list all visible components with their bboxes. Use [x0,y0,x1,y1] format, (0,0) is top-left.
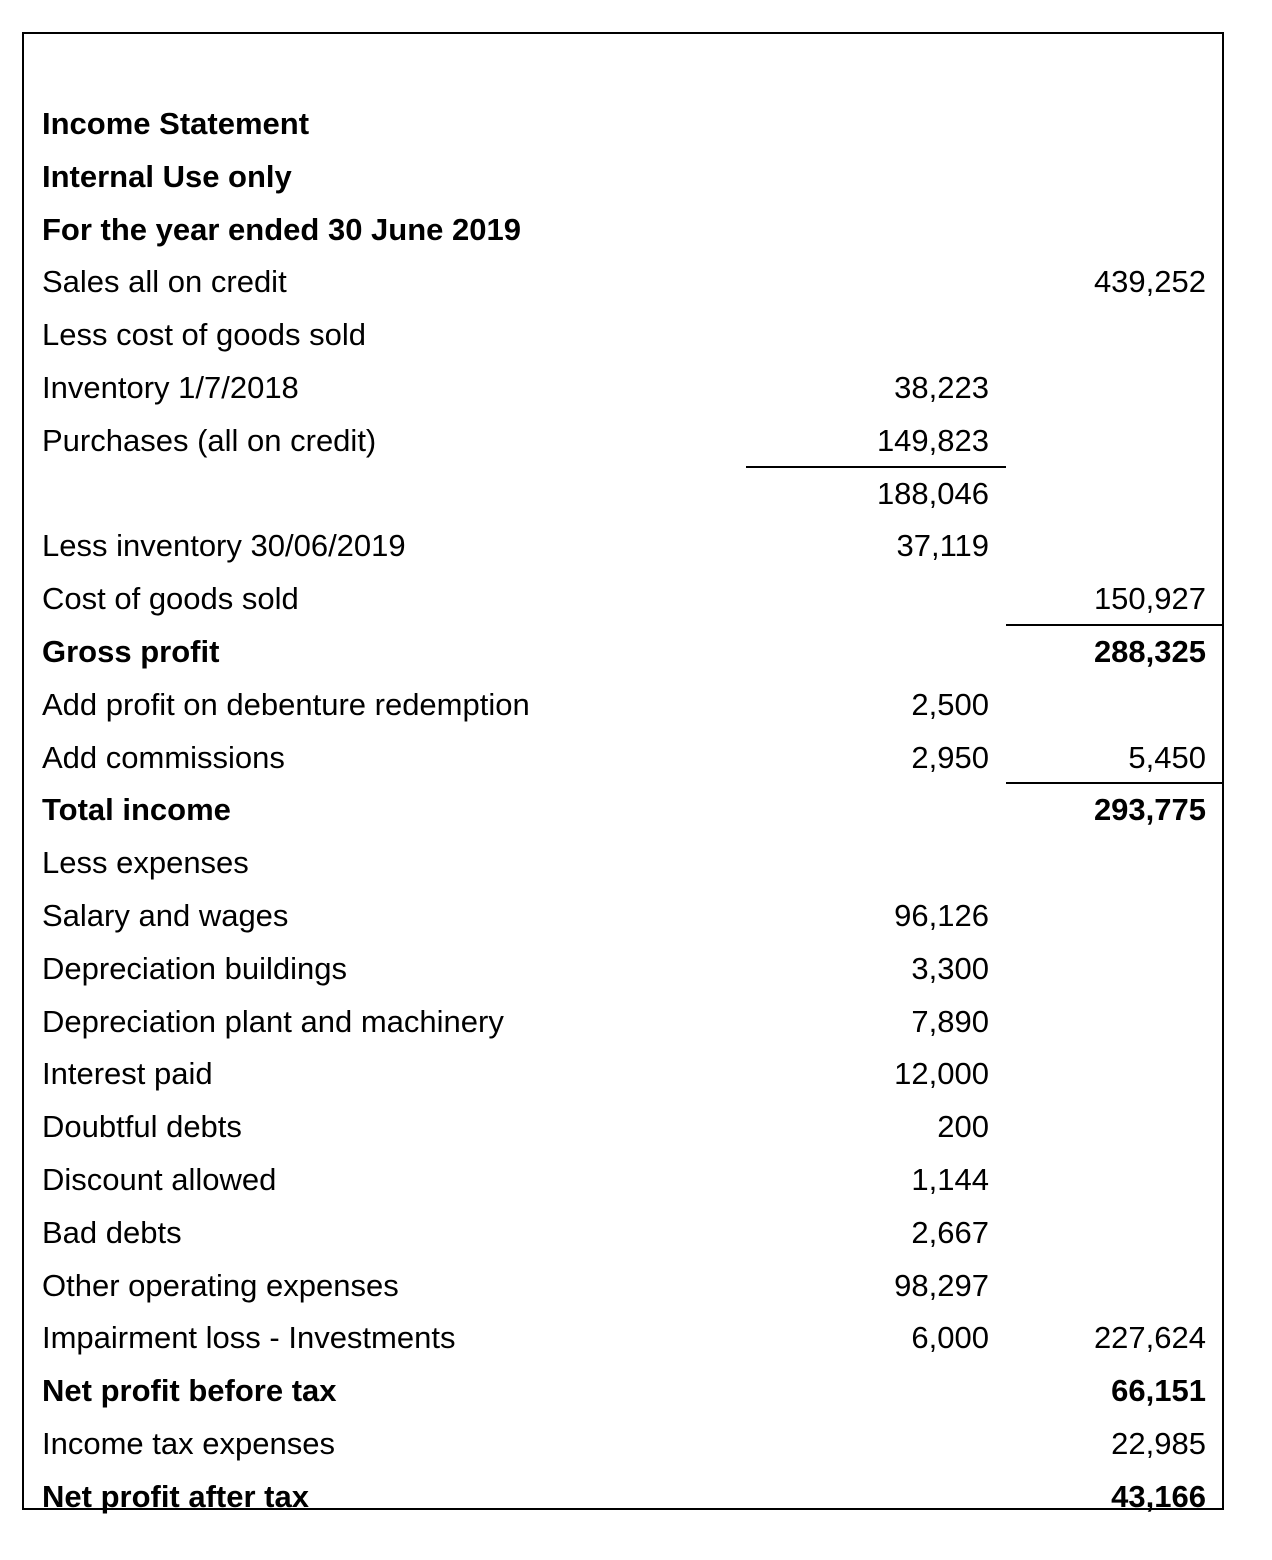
row-label: Net profit after tax [42,1478,309,1514]
row-less-expenses [24,837,1222,890]
row-detail-value: 188,046 [876,475,989,511]
row-impairment-loss [24,1312,1222,1365]
row-label: Impairment loss - Investments [42,1320,456,1356]
row-label: Depreciation buildings [42,950,348,986]
row-detail-value: 96,126 [894,897,989,933]
statement-title: Income Statement [42,106,310,141]
row-detail-value: 149,823 [746,415,1006,468]
row-label: Depreciation plant and machinery [42,1003,504,1039]
statement-title-row [24,98,1222,151]
row-label: Cost of goods sold [42,581,299,617]
row-label: Add commissions [42,739,285,775]
row-detail-value: 12,000 [894,1056,989,1092]
row-detail-value: 200 [937,1109,989,1145]
row-opening-inventory [24,362,1222,415]
row-label: Doubtful debts [42,1109,242,1145]
row-closing-inventory [24,520,1222,573]
row-label: Gross profit [42,633,220,669]
row-label: Discount allowed [42,1161,277,1197]
row-salary-wages [24,890,1222,943]
row-detail-value: 1,144 [911,1161,989,1197]
row-total-value: 150,927 [1006,573,1222,626]
statement-subtitle: Internal Use only [42,158,292,194]
row-label: Less inventory 30/06/2019 [42,528,406,564]
row-label: Other operating expenses [42,1267,399,1303]
row-label: Purchases (all on credit) [42,422,377,458]
income-statement-table [22,32,1224,1514]
row-depreciation-plant [24,996,1222,1049]
row-total-income [24,784,1222,837]
row-total-value: 439,252 [1093,264,1206,300]
row-detail-value: 38,223 [894,369,989,405]
row-detail-value: 7,890 [911,1003,989,1039]
row-detail-value: 6,000 [911,1320,989,1356]
row-purchases [24,415,1222,468]
row-label: Bad debts [42,1214,182,1250]
row-depreciation-buildings [24,943,1222,996]
row-less-cogs [24,309,1222,362]
row-bad-debts [24,1207,1222,1260]
statement-rows [24,98,1222,1524]
statement-period-row [24,204,1222,257]
row-other-operating [24,1260,1222,1313]
row-detail-value: 37,119 [896,528,989,564]
row-discount-allowed [24,1154,1222,1207]
row-label: Sales all on credit [42,264,287,300]
row-detail-value: 2,950 [911,739,989,775]
row-label: Salary and wages [42,897,289,933]
row-label: Net profit before tax [42,1373,337,1409]
row-label: Inventory 1/7/2018 [42,369,299,405]
row-detail-value: 2,667 [911,1214,989,1250]
row-total-value: 293,775 [1093,792,1206,828]
row-label: Income tax expenses [42,1425,335,1461]
row-label: Interest paid [42,1056,213,1092]
row-total-value: 22,985 [1111,1425,1206,1461]
statement-period: For the year ended 30 June 2019 [42,211,521,247]
row-total-value: 66,151 [1111,1373,1206,1409]
row-income-tax [24,1418,1222,1471]
row-detail-value: 2,500 [911,686,989,722]
row-total-value: 5,450 [1006,732,1222,785]
row-label: Less expenses [42,845,249,881]
row-detail-value: 98,297 [894,1267,989,1303]
row-total-value: 227,624 [1093,1320,1206,1356]
row-debenture-profit [24,679,1222,732]
row-net-profit-after-tax [24,1471,1222,1524]
statement-subtitle-row [24,151,1222,204]
row-commissions [24,732,1222,785]
row-sales [24,256,1222,309]
row-label: Add profit on debenture redemption [42,686,530,722]
row-interest-paid [24,1048,1222,1101]
row-goods-available [24,468,1222,521]
row-label: Less cost of goods sold [42,317,366,353]
row-doubtful-debts [24,1101,1222,1154]
row-cost-of-goods-sold [24,573,1222,626]
row-net-profit-before-tax [24,1365,1222,1418]
row-total-value: 43,166 [1111,1478,1206,1514]
row-label: Total income [42,792,231,828]
row-total-value: 288,325 [1093,633,1206,669]
row-gross-profit [24,626,1222,679]
row-detail-value: 3,300 [911,950,989,986]
